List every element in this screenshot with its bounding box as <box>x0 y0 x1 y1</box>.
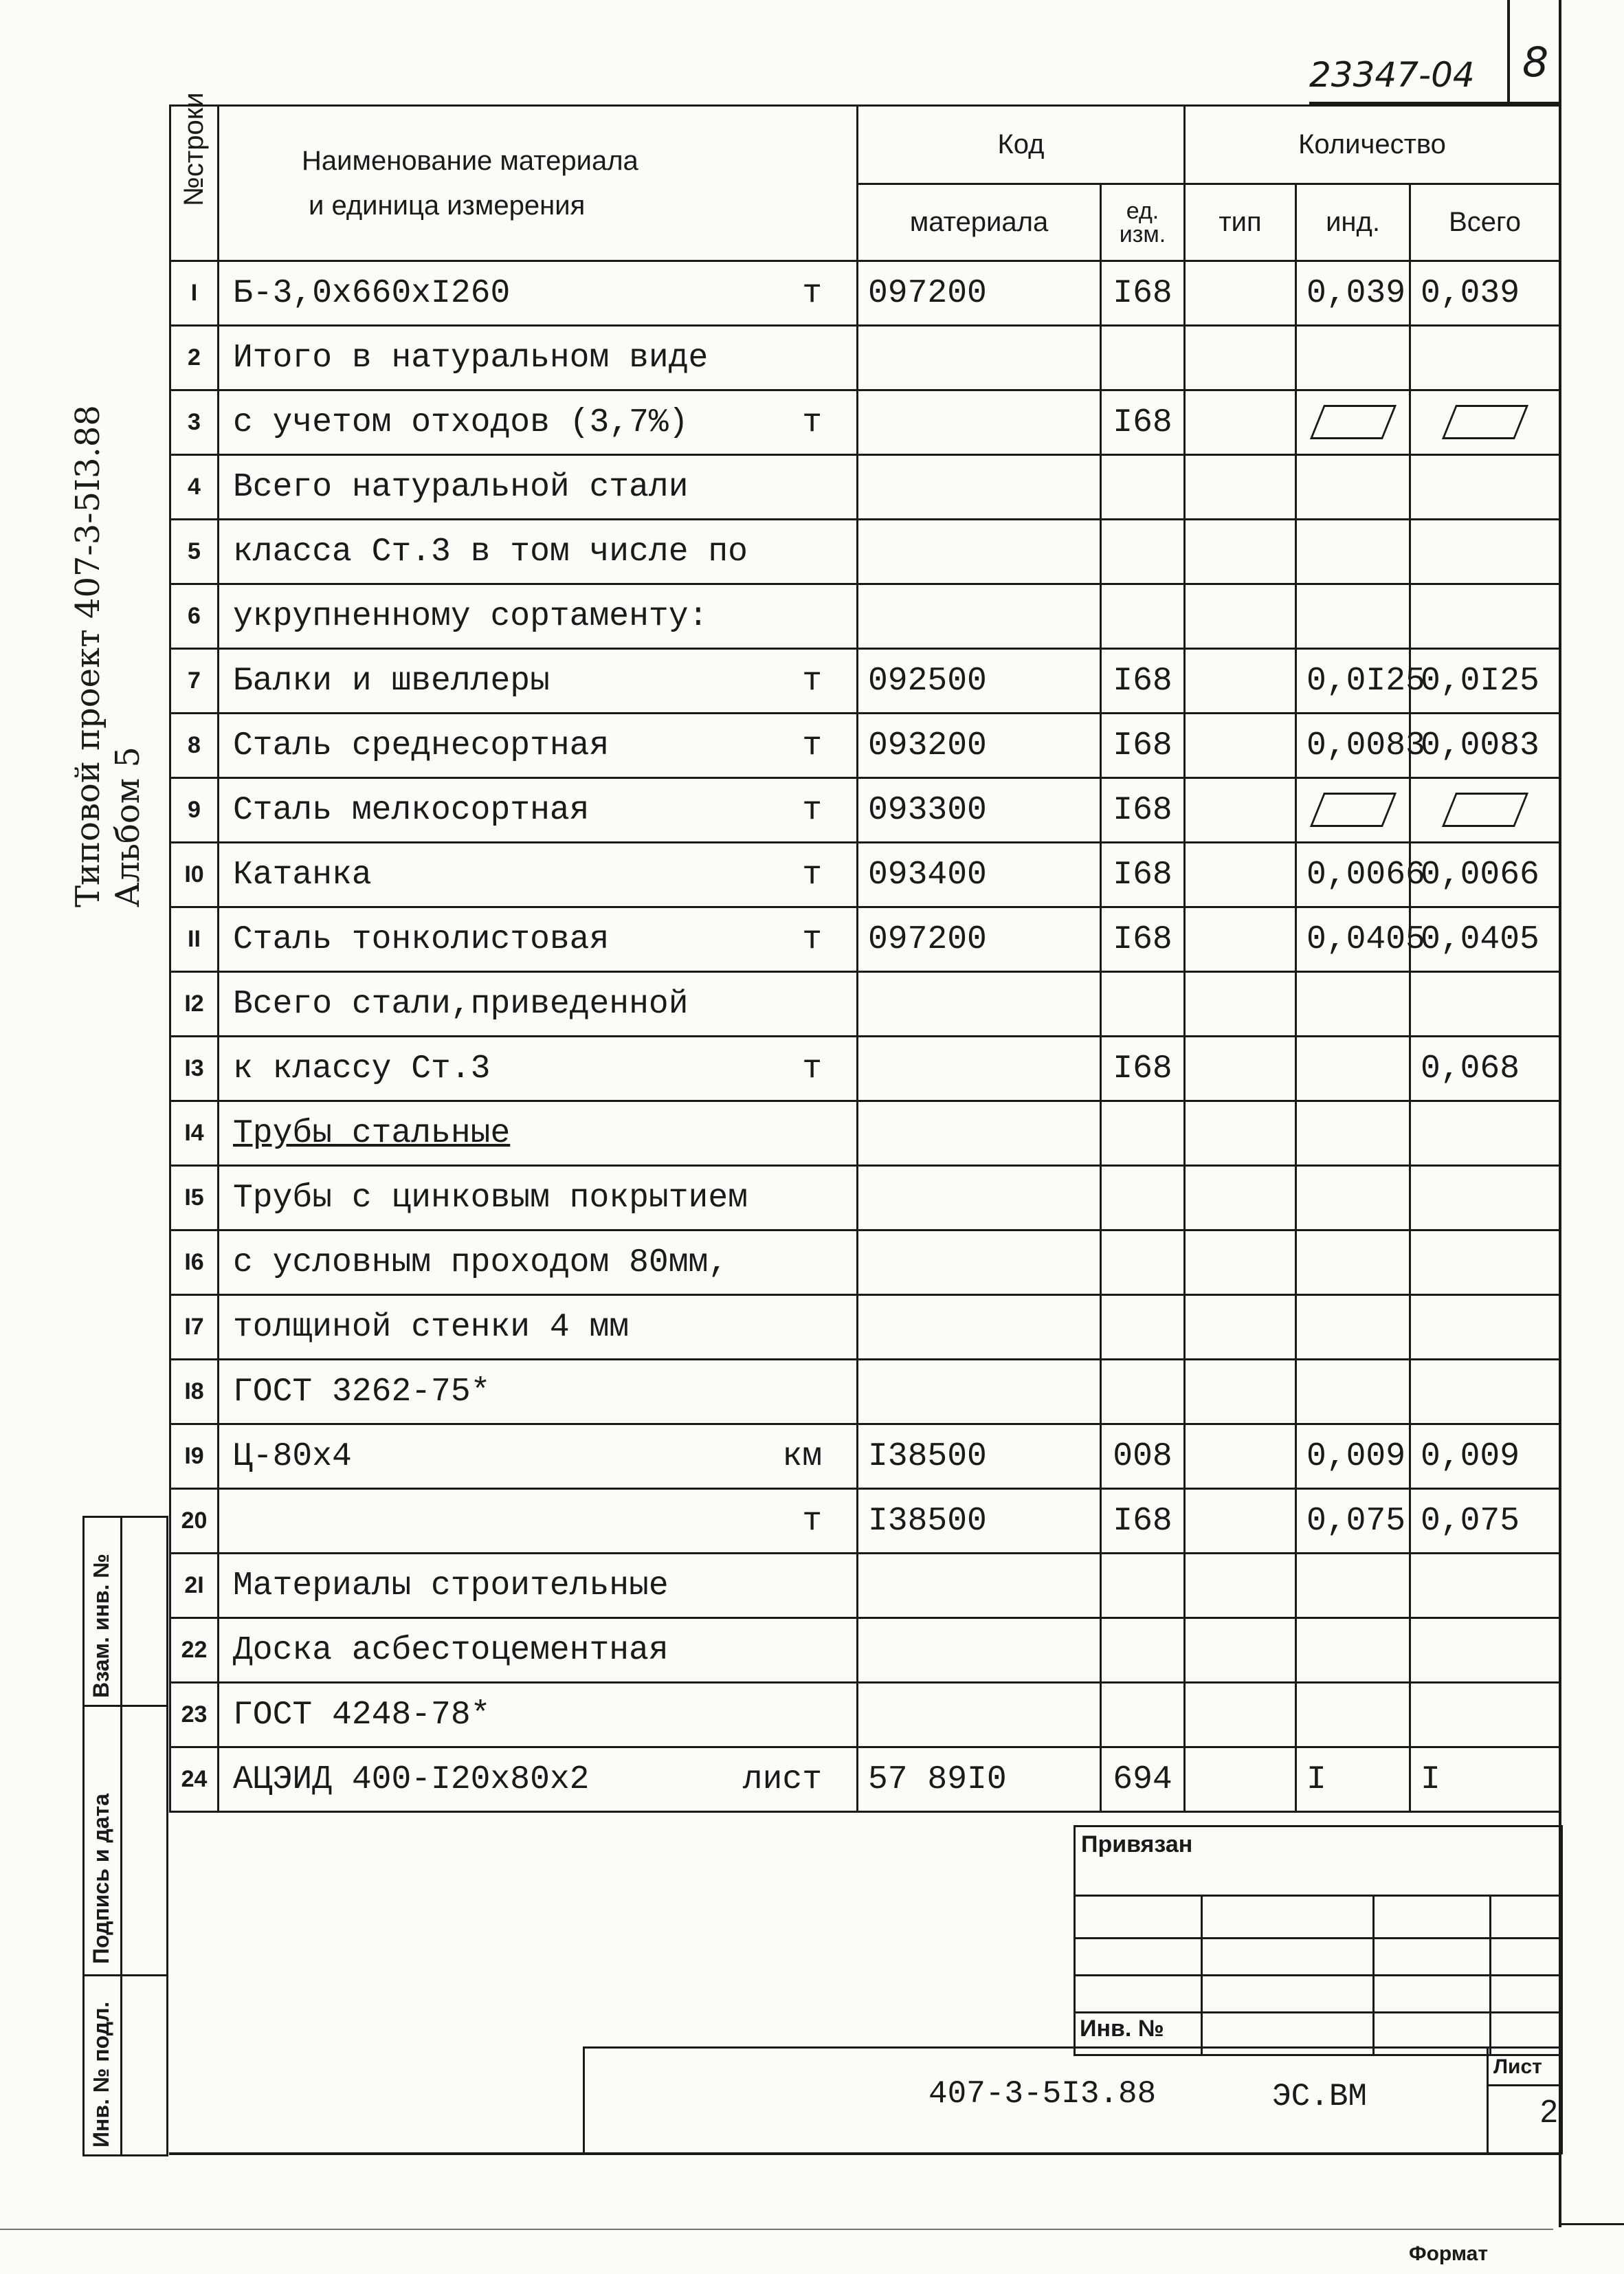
unit-label: т <box>802 1050 822 1088</box>
material-code-cell: I38500 <box>858 1489 1101 1554</box>
privyazan-block <box>1074 1825 1563 2056</box>
total-qty-cell <box>1410 390 1560 455</box>
type-cell <box>1185 390 1296 455</box>
unit-code-cell: I68 <box>1101 843 1185 907</box>
material-name-cell <box>219 1360 858 1424</box>
row-number-cell: 8 <box>170 714 219 778</box>
total-qty-cell <box>1410 1101 1560 1166</box>
unit-code-cell: I68 <box>1101 390 1185 455</box>
unit-code-cell: I68 <box>1101 261 1185 326</box>
unit-code-cell: I68 <box>1101 649 1185 714</box>
type-cell <box>1185 907 1296 972</box>
total-qty-cell <box>1410 1360 1560 1424</box>
material-code-cell <box>858 1360 1101 1424</box>
material-name-cell <box>219 455 858 520</box>
unit-code-cell: 694 <box>1101 1747 1185 1812</box>
unit-label: т <box>802 274 822 312</box>
row-number-cell: I7 <box>170 1295 219 1360</box>
unit-code-cell <box>1101 1554 1185 1618</box>
type-cell <box>1185 972 1296 1037</box>
ind-qty-cell <box>1296 1101 1410 1166</box>
material-name: к классу Ст.3 <box>233 1050 491 1088</box>
material-code-cell: 093200 <box>858 714 1101 778</box>
row-number-cell: I2 <box>170 972 219 1037</box>
unit-label: т <box>802 727 822 764</box>
material-name: АЦЭИД 400-I20x80x2 <box>233 1760 590 1798</box>
type-cell <box>1185 1101 1296 1166</box>
material-code-cell: 097200 <box>858 261 1101 326</box>
type-cell <box>1185 778 1296 843</box>
material-name-cell <box>219 1101 858 1166</box>
unit-label: т <box>802 920 822 958</box>
material-code-cell <box>858 1554 1101 1618</box>
privyazan-row-line-2 <box>1076 1937 1561 1939</box>
material-name: Трубы стальные <box>233 1114 511 1152</box>
material-name-cell <box>219 649 858 714</box>
parallelogram-mark <box>1441 405 1528 439</box>
row-number-cell: 5 <box>170 520 219 584</box>
stamp-vzam-label-box <box>82 1516 122 1707</box>
unit-label: т <box>802 791 822 829</box>
material-name-cell <box>219 326 858 390</box>
ind-qty-cell: 0,0405 <box>1296 907 1410 972</box>
material-name-cell <box>219 907 858 972</box>
material-name: класса Ст.3 в том числе по <box>233 533 748 571</box>
material-name: Всего натуральной стали <box>233 468 689 506</box>
row-number-cell: I5 <box>170 1166 219 1230</box>
type-cell <box>1185 649 1296 714</box>
material-name: Итого в натуральном виде <box>233 339 709 377</box>
material-code-cell <box>858 1618 1101 1683</box>
stamp-podpis-label: Подпись и дата <box>89 1793 113 1964</box>
material-name-cell <box>219 1424 858 1489</box>
material-code-cell <box>858 1295 1101 1360</box>
stamp-inv-value <box>118 1974 168 2156</box>
ind-qty-cell: I <box>1296 1747 1410 1812</box>
table-row <box>170 1683 1560 1747</box>
unit-label: т <box>802 404 822 441</box>
material-name: Всего стали,приведенной <box>233 985 689 1023</box>
type-cell <box>1185 1489 1296 1554</box>
table-row <box>170 649 1560 714</box>
ind-qty-cell <box>1296 326 1410 390</box>
unit-label: т <box>802 1502 822 1540</box>
unit-code-cell <box>1101 1230 1185 1295</box>
unit-label: т <box>802 662 822 700</box>
type-cell <box>1185 1037 1296 1101</box>
ind-qty-cell: 0,0066 <box>1296 843 1410 907</box>
row-number-cell: 22 <box>170 1618 219 1683</box>
stamp-podpis-label-box <box>82 1703 122 1976</box>
table-row <box>170 1424 1560 1489</box>
ind-qty-cell: 0,0083 <box>1296 714 1410 778</box>
total-qty-cell <box>1410 778 1560 843</box>
ind-qty-cell <box>1296 1683 1410 1747</box>
table-row <box>170 1747 1560 1812</box>
type-cell <box>1185 714 1296 778</box>
material-code-cell <box>858 972 1101 1037</box>
table-row <box>170 1037 1560 1101</box>
album-label: Альбом 5 <box>109 747 147 907</box>
title-sheet-divider <box>1487 2049 1489 2154</box>
type-cell <box>1185 326 1296 390</box>
total-qty-cell <box>1410 326 1560 390</box>
row-number-header: №строки <box>170 106 219 261</box>
material-code-cell <box>858 520 1101 584</box>
ind-qty-cell <box>1296 1037 1410 1101</box>
row-number-cell: I8 <box>170 1360 219 1424</box>
total-qty-cell <box>1410 1166 1560 1230</box>
ind-qty-cell <box>1296 1295 1410 1360</box>
type-cell <box>1185 1554 1296 1618</box>
total-qty-cell: 0,039 <box>1410 261 1560 326</box>
unit-label: км <box>782 1437 822 1475</box>
unit-code-cell: I68 <box>1101 1037 1185 1101</box>
unit-code-cell <box>1101 1683 1185 1747</box>
ind-qty-cell: 0,039 <box>1296 261 1410 326</box>
code-material-header: материала <box>858 184 1101 261</box>
ind-qty-cell <box>1296 1360 1410 1424</box>
sheet-number-top: 8 <box>1522 38 1549 87</box>
ind-qty-cell <box>1296 1166 1410 1230</box>
material-name: Ц-80x4 <box>233 1437 352 1475</box>
table-row <box>170 843 1560 907</box>
unit-label: лист <box>742 1760 822 1798</box>
unit-code-cell: 008 <box>1101 1424 1185 1489</box>
total-qty-cell <box>1410 1295 1560 1360</box>
unit-code-cell <box>1101 1618 1185 1683</box>
material-code-cell: 093400 <box>858 843 1101 907</box>
material-code-cell <box>858 584 1101 649</box>
material-code-cell <box>858 326 1101 390</box>
material-name-cell <box>219 1037 858 1101</box>
name-header: Наименование материала и единица измерения <box>219 106 858 261</box>
unit-code-cell <box>1101 584 1185 649</box>
material-name-cell <box>219 714 858 778</box>
material-name: Сталь мелкосортная <box>233 791 590 829</box>
table-row <box>170 326 1560 390</box>
qty-total-header: Всего <box>1410 184 1560 261</box>
material-code-cell <box>858 1683 1101 1747</box>
privyazan-col-line-3 <box>1489 1895 1491 2054</box>
ind-qty-cell <box>1296 1618 1410 1683</box>
stamp-inv-label-box <box>82 1974 122 2156</box>
table-row <box>170 520 1560 584</box>
parallelogram-mark <box>1309 793 1396 827</box>
total-qty-cell: 0,009 <box>1410 1424 1560 1489</box>
table-row <box>170 455 1560 520</box>
table-row <box>170 972 1560 1037</box>
material-code-cell <box>858 1037 1101 1101</box>
ind-qty-cell <box>1296 455 1410 520</box>
total-qty-cell <box>1410 972 1560 1037</box>
unit-code-cell <box>1101 972 1185 1037</box>
total-qty-cell <box>1410 1554 1560 1618</box>
parallelogram-mark <box>1309 405 1396 439</box>
row-number-cell: 2I <box>170 1554 219 1618</box>
material-name-cell <box>219 1489 858 1554</box>
row-number-cell: I0 <box>170 843 219 907</box>
qty-type-header: тип <box>1185 184 1296 261</box>
unit-code-cell: I68 <box>1101 907 1185 972</box>
code-header: Код <box>858 106 1185 184</box>
stamp-inv-label: Инв. № подл. <box>89 2001 113 2148</box>
format-line <box>1559 2223 1624 2225</box>
ind-qty-cell <box>1296 520 1410 584</box>
stamp-vzam-label: Взам. инв. № <box>89 1554 113 1698</box>
sheet-label: Лист <box>1493 2055 1542 2078</box>
qty-ind-header: инд. <box>1296 184 1410 261</box>
material-code-cell: 093300 <box>858 778 1101 843</box>
type-cell <box>1185 1618 1296 1683</box>
table-row <box>170 1295 1560 1360</box>
row-number-cell: I6 <box>170 1230 219 1295</box>
material-name: с учетом отходов (3,7%) <box>233 404 689 441</box>
material-name: толщиной стенки 4 мм <box>233 1308 630 1346</box>
material-name: Катанка <box>233 856 372 894</box>
stamp-podpis-value <box>118 1703 168 1976</box>
ind-qty-cell <box>1296 1554 1410 1618</box>
material-spec-table <box>169 92 1561 1813</box>
table-row <box>170 778 1560 843</box>
type-cell <box>1185 1360 1296 1424</box>
total-qty-cell: 0,0405 <box>1410 907 1560 972</box>
material-code-cell: I38500 <box>858 1424 1101 1489</box>
material-code-cell <box>858 1166 1101 1230</box>
material-name: Сталь тонколистовая <box>233 920 610 958</box>
total-qty-cell <box>1410 584 1560 649</box>
unit-code-cell <box>1101 1295 1185 1360</box>
stamp-vzam-value <box>118 1516 168 1707</box>
row-number-cell: 6 <box>170 584 219 649</box>
material-name-cell <box>219 1747 858 1812</box>
material-name-cell <box>219 1683 858 1747</box>
table-row <box>170 261 1560 326</box>
type-cell <box>1185 1295 1296 1360</box>
material-name: ГОСТ 4248-78* <box>233 1696 491 1734</box>
material-name-cell <box>219 1230 858 1295</box>
top-box-divider <box>1507 0 1510 104</box>
table-row <box>170 1166 1560 1230</box>
ind-qty-cell <box>1296 778 1410 843</box>
unit-code-cell: I68 <box>1101 778 1185 843</box>
material-name-cell <box>219 584 858 649</box>
ind-qty-cell: 0,009 <box>1296 1424 1410 1489</box>
row-number-cell: 24 <box>170 1747 219 1812</box>
material-name: укрупненному сортаменту: <box>233 597 709 635</box>
material-name-cell <box>219 390 858 455</box>
type-cell <box>1185 1230 1296 1295</box>
material-name: ГОСТ 3262-75* <box>233 1373 491 1411</box>
type-cell <box>1185 584 1296 649</box>
material-name: Материалы строительные <box>233 1567 669 1604</box>
project-title: Типовой проект 407-3-5I3.88 <box>69 405 107 907</box>
row-number-cell: 20 <box>170 1489 219 1554</box>
total-qty-cell <box>1410 455 1560 520</box>
ind-qty-cell: 0,075 <box>1296 1489 1410 1554</box>
row-number-cell: 23 <box>170 1683 219 1747</box>
unit-label: т <box>802 856 822 894</box>
row-number-cell: II <box>170 907 219 972</box>
material-name: Сталь среднесортная <box>233 727 610 764</box>
material-name: Доска асбестоцементная <box>233 1631 669 1669</box>
row-number-cell: 2 <box>170 326 219 390</box>
material-code-cell: 57 89I0 <box>858 1747 1101 1812</box>
privyazan-row-line-4 <box>1076 2011 1561 2013</box>
table-row <box>170 1554 1560 1618</box>
row-number-cell: I3 <box>170 1037 219 1101</box>
sheet-value: 2 <box>1540 2093 1558 2129</box>
row-number-cell: I9 <box>170 1424 219 1489</box>
material-code-cell <box>858 455 1101 520</box>
document-number: 23347-04 <box>1309 55 1475 95</box>
total-qty-cell: 0,068 <box>1410 1037 1560 1101</box>
total-qty-cell: 0,0066 <box>1410 843 1560 907</box>
parallelogram-mark <box>1441 793 1528 827</box>
material-name-cell <box>219 1166 858 1230</box>
title-mark: ЭС.ВМ <box>1272 2079 1368 2115</box>
code-unit-header: ед. изм. <box>1101 184 1185 261</box>
unit-code-cell <box>1101 520 1185 584</box>
material-name-cell <box>219 261 858 326</box>
type-cell <box>1185 520 1296 584</box>
material-code-cell <box>858 1230 1101 1295</box>
material-name-cell <box>219 972 858 1037</box>
total-qty-cell <box>1410 1618 1560 1683</box>
ind-qty-cell: 0,0I25 <box>1296 649 1410 714</box>
total-qty-cell <box>1410 1230 1560 1295</box>
title-doc-code: 407-3-5I3.88 <box>928 2076 1157 2112</box>
material-name: с условным проходом 80мм, <box>233 1244 728 1281</box>
format-label: Формат <box>1409 2242 1489 2265</box>
table-row <box>170 1360 1560 1424</box>
table-row <box>170 1230 1560 1295</box>
ind-qty-cell <box>1296 390 1410 455</box>
row-number-cell: I4 <box>170 1101 219 1166</box>
table-row <box>170 584 1560 649</box>
table-row <box>170 907 1560 972</box>
material-name: Б-3,0x660xI260 <box>233 274 511 312</box>
quantity-header: Количество <box>1185 106 1560 184</box>
row-number-cell: 3 <box>170 390 219 455</box>
material-code-cell: 097200 <box>858 907 1101 972</box>
unit-code-cell <box>1101 455 1185 520</box>
unit-code-cell <box>1101 1360 1185 1424</box>
total-qty-cell: 0,0I25 <box>1410 649 1560 714</box>
material-code-cell: 092500 <box>858 649 1101 714</box>
unit-code-cell <box>1101 326 1185 390</box>
material-name: Балки и швеллеры <box>233 662 550 700</box>
total-qty-cell: I <box>1410 1747 1560 1812</box>
unit-code-cell <box>1101 1166 1185 1230</box>
material-name-cell <box>219 1618 858 1683</box>
row-number-cell: 9 <box>170 778 219 843</box>
privyazan-label: Привязан <box>1081 1831 1193 1857</box>
material-name-cell <box>219 1554 858 1618</box>
total-qty-cell: 0,0083 <box>1410 714 1560 778</box>
type-cell <box>1185 1424 1296 1489</box>
total-qty-cell <box>1410 1683 1560 1747</box>
row-number-cell: 4 <box>170 455 219 520</box>
type-cell <box>1185 843 1296 907</box>
type-cell <box>1185 261 1296 326</box>
unit-code-cell: I68 <box>1101 714 1185 778</box>
table-row <box>170 1618 1560 1683</box>
unit-code-cell <box>1101 1101 1185 1166</box>
material-code-cell <box>858 390 1101 455</box>
ind-qty-cell <box>1296 1230 1410 1295</box>
row-number-cell: I <box>170 261 219 326</box>
unit-code-cell: I68 <box>1101 1489 1185 1554</box>
page-bottom-line <box>0 2229 1553 2230</box>
material-code-cell <box>858 1101 1101 1166</box>
type-cell <box>1185 1747 1296 1812</box>
table-row <box>170 1101 1560 1166</box>
table-row <box>170 1489 1560 1554</box>
type-cell <box>1185 455 1296 520</box>
material-name-cell <box>219 1295 858 1360</box>
material-name-cell <box>219 520 858 584</box>
row-number-cell: 7 <box>170 649 219 714</box>
privyazan-col-line-1 <box>1201 1895 1203 2054</box>
ind-qty-cell <box>1296 972 1410 1037</box>
material-name-cell <box>219 843 858 907</box>
title-block <box>583 2046 1563 2154</box>
material-name-cell <box>219 778 858 843</box>
inv-no-label: Инв. № <box>1080 2016 1164 2042</box>
privyazan-row-line-1 <box>1076 1895 1561 1897</box>
table-row <box>170 390 1560 455</box>
ind-qty-cell <box>1296 584 1410 649</box>
total-qty-cell <box>1410 520 1560 584</box>
material-name: Трубы с цинковым покрытием <box>233 1179 748 1217</box>
type-cell <box>1185 1683 1296 1747</box>
table-row <box>170 714 1560 778</box>
privyazan-row-line-3 <box>1076 1974 1561 1976</box>
title-sheet-hline <box>1487 2084 1561 2086</box>
total-qty-cell: 0,075 <box>1410 1489 1560 1554</box>
type-cell <box>1185 1166 1296 1230</box>
privyazan-col-line-2 <box>1372 1895 1375 2054</box>
